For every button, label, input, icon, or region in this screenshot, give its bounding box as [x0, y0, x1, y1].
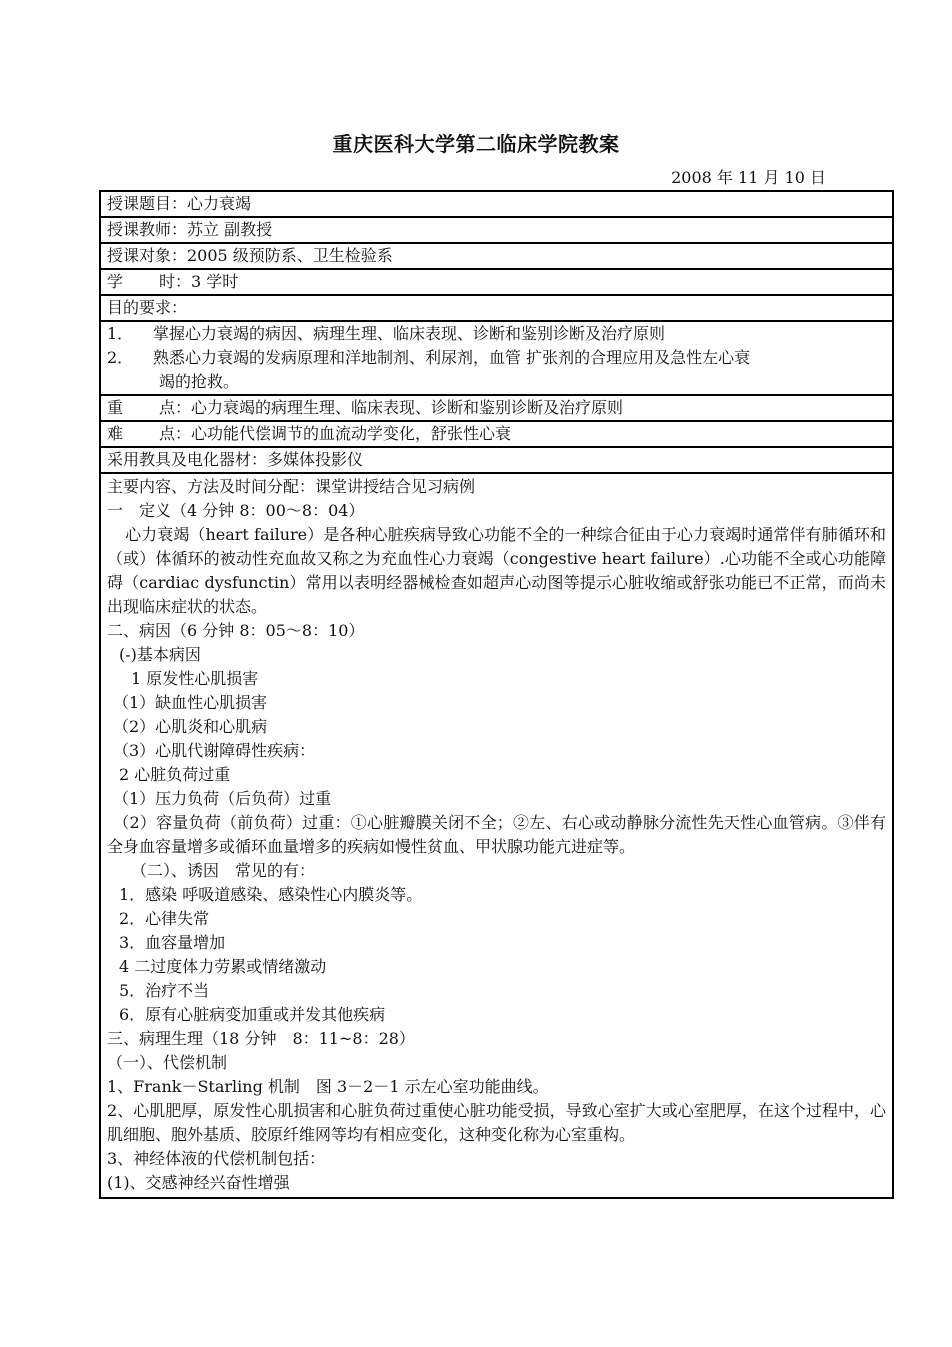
- list-item: 1、Frank－Starling 机制 图 3－2－1 示左心室功能曲线。: [107, 1077, 549, 1096]
- list-item: （3）心肌代谢障碍性疾病：: [113, 741, 316, 760]
- list-item: 3、神经体液的代偿机制包括：: [107, 1149, 326, 1168]
- subsection-compensation: （一）、代偿机制: [107, 1053, 228, 1072]
- key-points-label-a: 重: [107, 398, 124, 417]
- objectives-label-row: [101, 296, 892, 322]
- list-item: 3．血容量增加: [119, 933, 226, 952]
- list-item-paragraph: 2、心肌肥厚，原发性心肌损害和心脏负荷过重使心脏功能受损，导致心室扩大或心室肥厚，在这个过程中，心肌细胞、胞外基质、胶原纤维网等均有相应变化，这种变化称为心室重构。: [107, 1101, 886, 1144]
- list-item: （1）缺血性心肌损害: [113, 693, 268, 712]
- hours-value: 3 学时: [191, 272, 239, 291]
- difficulties-label-a: 难: [107, 424, 124, 443]
- list-item-text: （2）容量负荷（前负荷）过重：①心脏瓣膜关闭不全；②左、右心或动静脉分流性先天性心血管病。③伴有全身血容量增多或循环血量增多的疾病如慢性贫血、甲状腺功能亢进症等。: [107, 813, 886, 856]
- hours-label-a: 学: [107, 272, 124, 291]
- content-row: [101, 474, 892, 1197]
- subsection-basic-causes: (-)基本病因: [119, 645, 201, 664]
- list-item: 2．心律失常: [119, 909, 210, 928]
- key-points-row: [101, 396, 892, 422]
- equipment-row: [101, 448, 892, 474]
- objective-text: 熟悉心力衰竭的发病原理和洋地制剂、利尿剂，血管 扩张剂的合理应用及急性左心衰: [153, 348, 751, 367]
- page-title: 重庆医科大学第二临床学院教案: [332, 132, 620, 156]
- definition-paragraph: [107, 523, 886, 619]
- key-points-field: [107, 396, 886, 420]
- list-item-paragraph: [107, 811, 886, 859]
- list-item: 4 二过度体力劳累或情绪激动: [119, 957, 327, 976]
- objective-continuation: 竭的抢救。: [159, 372, 240, 391]
- difficulties-text: 心功能代偿调节的血流动学变化，舒张性心衰: [191, 424, 512, 443]
- list-item: 1．感染 呼吸道感染、感染性心内膜炎等。: [119, 885, 423, 904]
- definition-text: 心力衰竭（heart failure）是各种心脏疾病导致心功能不全的一种综合征由于心力衰竭时通常伴有肺循环和（或）体循环的被动性充血故又称之为充血性心力衰竭（congestive heart failure）.心功能不全或心功能障碍（cardiac dysfunctin）常用以表明经器械检查如超声心动图等提示心脏收缩或舒张功能已不正常，而尚未出现临床症状的状态。: [107, 525, 886, 616]
- hours-label-b: 时：: [159, 272, 192, 291]
- equipment-field: 采用教具及电化器材：多媒体投影仪: [107, 450, 364, 469]
- difficulties-row: [101, 422, 892, 448]
- objective-text: 掌握心力衰竭的病因、病理生理、临床表现、诊断和鉴别诊断及治疗原则: [153, 324, 666, 343]
- objective-number: 2．: [107, 348, 134, 367]
- list-item: 2 心脏负荷过重: [119, 765, 231, 784]
- list-item: 5．治疗不当: [119, 981, 210, 1000]
- teacher-row: [101, 218, 892, 244]
- content-heading: 主要内容、方法及时间分配：课堂讲授结合见习病例: [107, 477, 476, 496]
- teacher-field: 授课教师：苏立 副教授: [107, 220, 273, 239]
- difficulties-label-b: 点：: [159, 424, 192, 443]
- difficulties-field: [107, 422, 886, 446]
- objective-item: [107, 346, 886, 370]
- section-title-etiology: 二、病因（6 分钟 8：05～8：10）: [107, 621, 365, 640]
- objectives-label: 目的要求：: [107, 298, 188, 317]
- topic-field: 授课题目：心力衰竭: [107, 194, 252, 213]
- objective-number: 1．: [107, 324, 134, 343]
- key-points-label-b: 点：: [159, 398, 192, 417]
- hours-field: [107, 270, 886, 294]
- list-item: (1)、交感神经兴奋性增强: [107, 1173, 290, 1192]
- document-date: 2008 年 11 月 10 日: [671, 168, 826, 187]
- list-item: 1 原发性心肌损害: [131, 669, 259, 688]
- section-title-definition: 一 定义（4 分钟 8：00～8：04）: [107, 501, 365, 520]
- objectives-row: [101, 322, 892, 396]
- list-item: （2）心肌炎和心肌病: [113, 717, 268, 736]
- audience-field: 授课对象：2005 级预防系、卫生检验系: [107, 246, 393, 265]
- section-title-pathophysiology: 三、病理生理（18 分钟 8：11~8：28）: [107, 1029, 415, 1048]
- list-item: 6．原有心脏病变加重或并发其他疾病: [119, 1005, 386, 1024]
- audience-row: [101, 244, 892, 270]
- objective-item: [107, 322, 886, 346]
- list-item: （1）压力负荷（后负荷）过重: [113, 789, 332, 808]
- lesson-plan-table: [99, 190, 894, 1199]
- subsection-triggers: （二）、诱因 常见的有：: [131, 861, 316, 880]
- key-points-text: 心力衰竭的病理生理、临床表现、诊断和鉴别诊断及治疗原则: [191, 398, 624, 417]
- topic-row: [101, 192, 892, 218]
- hours-row: [101, 270, 892, 296]
